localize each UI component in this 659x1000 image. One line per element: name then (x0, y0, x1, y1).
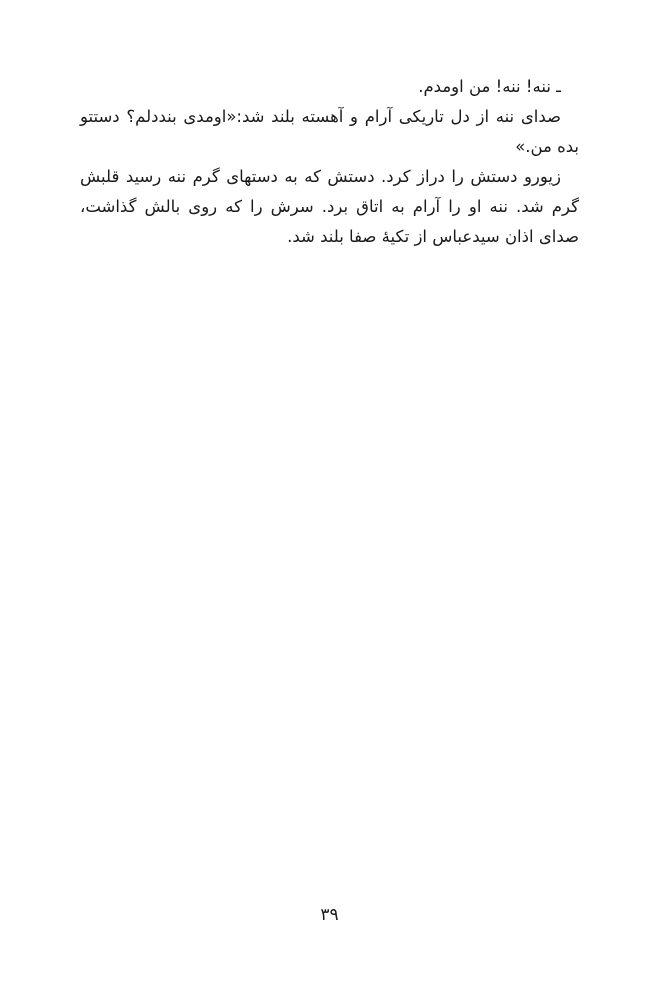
paragraph-narration: زیورو دستش را دراز کرد. دستش که به دستهای گرم ننه رسید قلبش گرم شد. ننه او را آرام به اتاق برد. سرش را که روی بالش گذاشت، صدای اذان سیدعباس از تکیهٔ صفا بلند شد. (80, 167, 579, 246)
paragraph-dialogue: ـ ننه! ننه! من اومدم. (418, 77, 561, 96)
page-number: ۳۹ (320, 905, 339, 925)
body-text (80, 72, 579, 252)
paragraph-mother-voice: صدای ننه از دل تاریکی آرام و آهسته بلند شد:«اومدی بنددلم؟ دستتو بده من.» (80, 107, 579, 156)
